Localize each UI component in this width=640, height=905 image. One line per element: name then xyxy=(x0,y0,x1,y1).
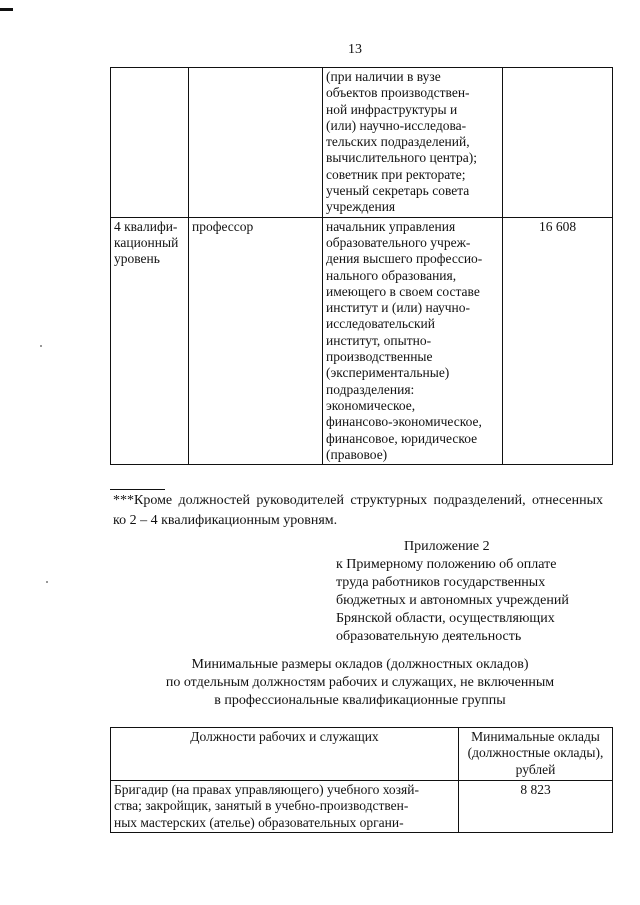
duties-line: советник при ректорате; xyxy=(326,166,466,182)
footnote-rule xyxy=(110,489,165,490)
duties-line: тельских подразделений, xyxy=(326,134,470,150)
duties-line: имеющего в своем составе xyxy=(326,283,480,299)
duties-line: вычислительного центра); xyxy=(326,150,477,166)
position-text: профессор xyxy=(192,218,254,234)
heading-line: по отдельным должностям рабочих и служащих, не включенным xyxy=(165,675,555,690)
table-row xyxy=(111,781,613,833)
header-line: Минимальные оклады xyxy=(471,729,600,744)
scan-edge-mark xyxy=(0,8,13,11)
heading-line: Минимальные размеры окладов (должностных окладов) xyxy=(191,657,529,672)
duties-line: исследовательский xyxy=(326,316,436,332)
scan-speck xyxy=(40,345,42,347)
heading-line: в профессиональные квалификационные группы xyxy=(214,693,506,708)
appendix-line: образовательную деятельность xyxy=(336,629,522,644)
duties-line: институт и (или) научно- xyxy=(326,300,471,316)
duties-line: ученый секретарь совета xyxy=(326,183,470,199)
duties-line: ной инфраструктуры и xyxy=(326,101,458,117)
duties-line: учреждения xyxy=(326,199,396,215)
salary-value: 8 823 xyxy=(520,782,551,797)
section-heading xyxy=(110,656,610,710)
footnote: ***Кроме должностей руководителей структурных подразделений, отнесенных ко 2 – 4 квалификационным уровням. xyxy=(113,493,603,528)
page-number: 13 xyxy=(348,42,362,57)
salary-value: 16 608 xyxy=(538,218,577,234)
position-cell xyxy=(189,217,323,464)
salary-cell xyxy=(459,781,613,833)
header-text: Должности рабочих и служащих xyxy=(190,729,379,744)
table-header-row xyxy=(111,728,613,781)
duties-line: объектов производствен- xyxy=(326,85,470,101)
header-line: (должностные оклады), xyxy=(467,745,604,761)
appendix-line: к Примерному положению об оплате xyxy=(336,557,557,572)
duties-line: (правовое) xyxy=(326,446,388,462)
position-cell xyxy=(189,68,323,218)
table-row xyxy=(111,68,613,218)
appendix-title: Приложение 2 xyxy=(404,539,490,554)
duties-line: начальник управления xyxy=(326,218,456,234)
duties-line: производственные xyxy=(326,349,433,365)
salary-table xyxy=(110,727,613,833)
header-positions xyxy=(111,728,459,781)
level-line: кационный xyxy=(114,234,179,250)
duties-line: экономическое, xyxy=(326,397,416,413)
duties-line: нального образования, xyxy=(326,267,457,283)
table-row xyxy=(111,217,613,464)
scan-speck xyxy=(46,581,48,583)
level-cell xyxy=(111,217,189,464)
duties-line: подразделения: xyxy=(326,381,415,397)
salary-cell xyxy=(503,68,613,218)
duties-line: (при наличии в вузе xyxy=(326,69,441,84)
duties-cell xyxy=(323,217,503,464)
duties-line: финансово-экономическое, xyxy=(326,414,482,430)
duties-line: (или) научно-исследова- xyxy=(326,117,467,133)
header-salary xyxy=(459,728,613,781)
header-line: рублей xyxy=(515,761,556,777)
duties-line: институт, опытно- xyxy=(326,332,432,348)
position-cell xyxy=(111,781,459,833)
position-line: Бригадир (на правах управляющего) учебного хозяй- xyxy=(114,782,419,797)
qualification-table xyxy=(110,67,613,465)
position-line: ства; закройщик, занятый в учебно-производствен- xyxy=(114,798,409,814)
duties-line: образовательного учреж- xyxy=(326,234,471,250)
duties-cell xyxy=(323,68,503,218)
position-line: ных мастерских (ателье) образовательных органи- xyxy=(114,814,404,830)
duties-line: дения высшего профессио- xyxy=(326,251,483,267)
appendix-line: труда работников государственных xyxy=(336,575,546,590)
duties-line: (экспериментальные) xyxy=(326,365,450,381)
level-cell xyxy=(111,68,189,218)
salary-cell xyxy=(503,217,613,464)
appendix-line: Брянской области, осуществляющих xyxy=(336,611,555,626)
appendix-line: бюджетных и автономных учреждений xyxy=(336,593,569,608)
duties-line: финансовое, юридическое xyxy=(326,430,478,446)
level-line: 4 квалифи- xyxy=(114,218,178,234)
appendix-block xyxy=(336,538,606,646)
level-line: уровень xyxy=(114,251,160,267)
